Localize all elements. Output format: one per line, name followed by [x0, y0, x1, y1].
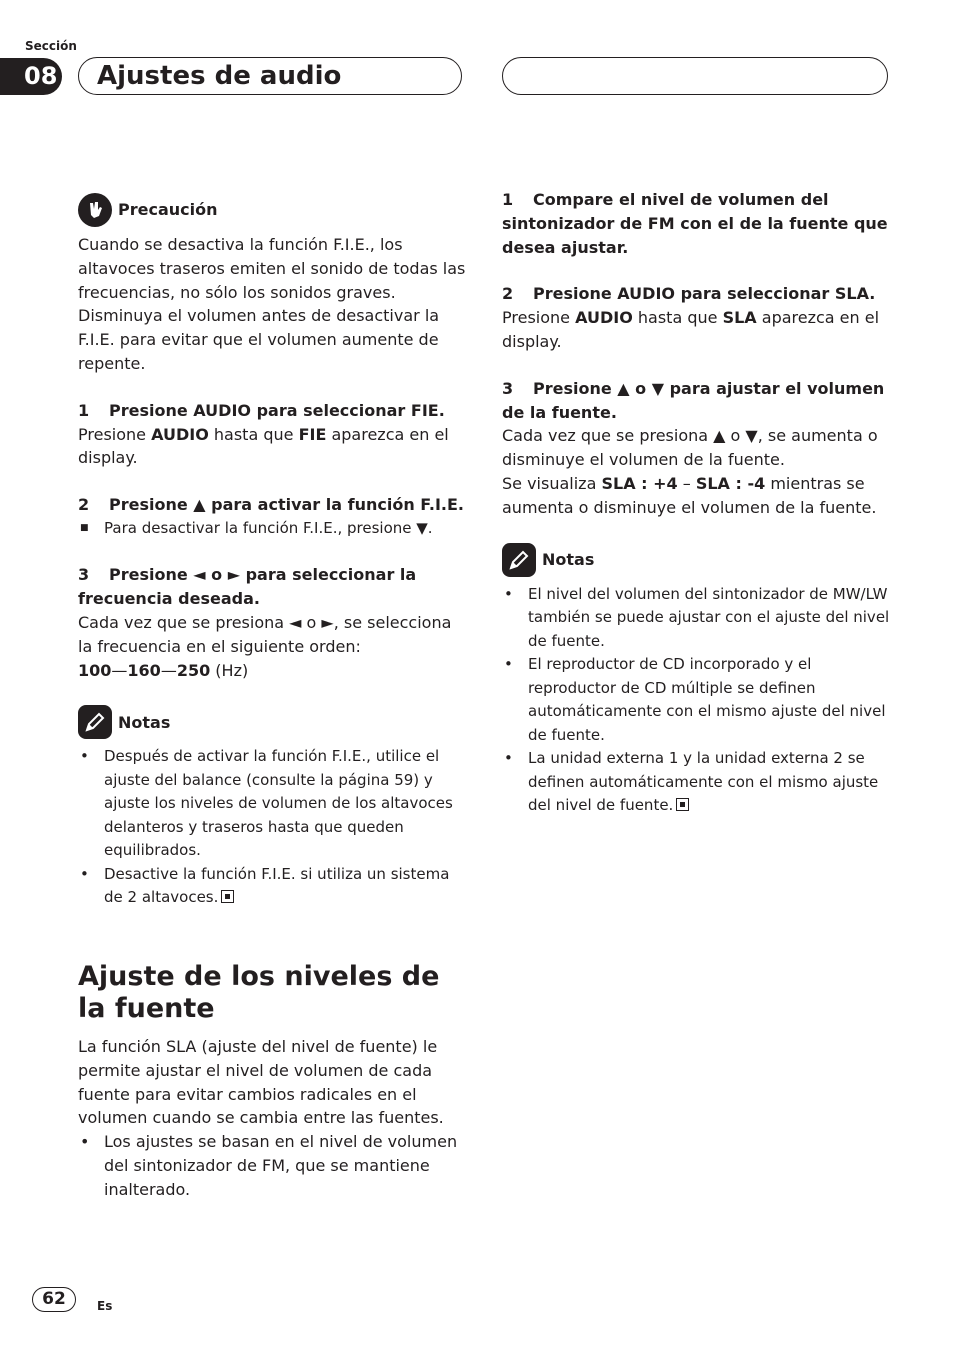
- left-step-2-title: 2 Presione ▲ para activar la función F.I.E.: [78, 495, 464, 515]
- right-step-2-body: Presione AUDIO hasta que SLA aparezca en el display.: [502, 308, 880, 351]
- pencil-icon: [502, 543, 536, 577]
- header-empty-box: [502, 57, 888, 95]
- list-item: • Después de activar la función F.I.E., utilice el ajuste del balance (consulte la página 59) y ajuste los niveles de volumen de los altavoces delanteros y traseros hasta que queden equilibrados.: [78, 745, 466, 863]
- list-item: • La unidad externa 1 y la unidad externa 2 se definen automáticamente con el mismo ajuste del nivel de fuente.: [502, 747, 890, 818]
- right-notes-list: [502, 583, 890, 818]
- source-level-section: [78, 961, 466, 1202]
- page-number: 62: [32, 1287, 76, 1312]
- right-notes-heading: [502, 543, 890, 577]
- right-notes-heading-text: Notas: [542, 549, 595, 569]
- section-body: La función SLA (ajuste del nivel de fuente) le permite ajustar el nivel de volumen de cada fuente para evitar cambios radicales en el volumen cuando se cambia entre las fuentes.: [78, 1037, 444, 1128]
- pencil-icon: [78, 705, 112, 739]
- list-item: • El reproductor de CD incorporado y el reproductor de CD múltiple se definen automáticamente con el mismo ajuste del nivel de fuente.: [502, 653, 890, 747]
- right-step-3-body-1: Cada vez que se presiona ▲ o ▼, se aumenta o disminuye el volumen de la fuente.: [502, 426, 878, 470]
- left-step-2-bullets: [78, 517, 466, 541]
- list-item: ■ Para desactivar la función F.I.E., presione ▼.: [78, 517, 466, 541]
- left-notes-heading-text: Notas: [118, 712, 171, 732]
- left-step-1-body: Presione AUDIO hasta que FIE aparezca en el display.: [78, 424, 449, 468]
- language-code: Es: [97, 1299, 113, 1313]
- frequency-sequence: 100—160—250 (Hz): [78, 660, 249, 680]
- caution-hand-icon: [78, 193, 112, 227]
- left-notes-heading: [78, 705, 466, 739]
- section-heading: Ajuste de los niveles de la fuente: [78, 961, 440, 1024]
- left-notes-list: [78, 745, 466, 910]
- end-mark-icon: [676, 798, 689, 811]
- list-item: • Desactive la función F.I.E. si utiliza un sistema de 2 altavoces.: [78, 863, 466, 910]
- right-column: [502, 188, 890, 818]
- section-label: Sección: [25, 39, 77, 53]
- section-bullets: [78, 1130, 466, 1201]
- left-step-1-title: 1 Presione AUDIO para seleccionar FIE.: [78, 400, 445, 420]
- caution-text: Cuando se desactiva la función F.I.E., los altavoces traseros emiten el sonido de todas las frecuencias, no sólo los sonidos graves. Disminuya el volumen antes de desactivar la F.I.E. para evitar que el volumen aumente de repente.: [78, 235, 466, 373]
- caution-heading-text: Precaución: [118, 200, 218, 220]
- right-step-2-title: 2 Presione AUDIO para seleccionar SLA.: [502, 284, 876, 304]
- left-column: [78, 193, 466, 910]
- chapter-title: Ajustes de audio: [78, 57, 462, 95]
- list-item: • Los ajustes se basan en el nivel de volumen del sintonizador de FM, que se mantiene inalterado.: [78, 1130, 466, 1201]
- right-step-3-title: 3 Presione ▲ o ▼ para ajustar el volumen de la fuente.: [502, 378, 885, 422]
- list-item: • El nivel del volumen del sintonizador de MW/LW también se puede ajustar con el ajuste del nivel de fuente.: [502, 583, 890, 654]
- left-step-3-body: Cada vez que se presiona ◄ o ►, se selecciona la frecuencia en el siguiente orden:: [78, 613, 452, 656]
- right-step-3-body-2: Se visualiza SLA : +4 – SLA : -4 mientras se aumenta o disminuye el volumen de la fuente.: [502, 473, 877, 517]
- right-step-1-title: 1 Compare el nivel de volumen del sintonizador de FM con el de la fuente que desea ajustar.: [502, 190, 888, 257]
- end-mark-icon: [221, 890, 234, 903]
- caution-heading: [78, 193, 466, 227]
- section-number-tab: 08: [0, 58, 62, 95]
- left-step-3-title: 3 Presione ◄ o ► para seleccionar la frecuencia deseada.: [78, 565, 417, 609]
